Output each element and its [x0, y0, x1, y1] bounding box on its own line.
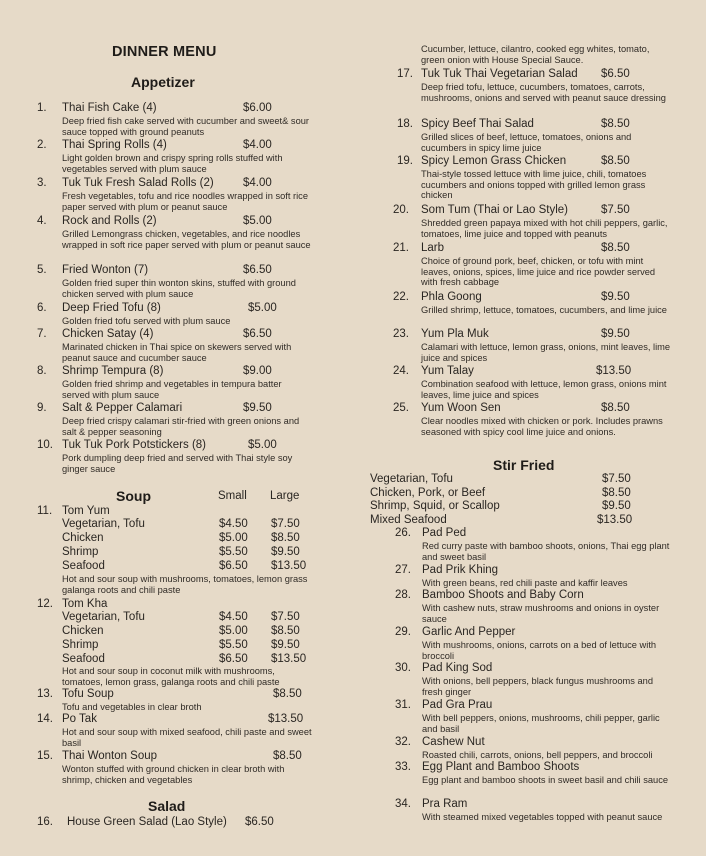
item-number: 27. — [395, 564, 411, 576]
small-price: $4.50 — [219, 611, 248, 623]
variant-name: Shrimp — [62, 639, 99, 651]
item-price: $9.50 — [601, 328, 630, 340]
item-name: Garlic And Pepper — [422, 626, 516, 638]
salad-heading: Salad — [148, 798, 186, 814]
item-number: 22. — [393, 291, 409, 303]
item-price: $9.00 — [243, 365, 272, 377]
item-price: $8.50 — [273, 688, 302, 700]
small-price: $5.50 — [219, 546, 248, 558]
item-name: Po Tak — [62, 713, 97, 725]
item-price: $8.50 — [601, 155, 630, 167]
item-number: 34. — [395, 798, 411, 810]
item-number: 32. — [395, 736, 411, 748]
item-price: $8.50 — [273, 750, 302, 762]
price-variant-row — [0, 546, 340, 560]
item-name: Rock and Rolls (2) — [62, 215, 157, 227]
item-name: Larb — [421, 242, 445, 254]
item-name: Pra Ram — [422, 798, 468, 810]
item-description: Hot and sour soup in coconut milk with mushrooms, tomatoes, lemon grass, galanga roots and chili paste — [62, 666, 280, 687]
item-name: Tuk Tuk Fresh Salad Rolls (2) — [62, 177, 214, 189]
item-number: 16. — [37, 816, 53, 828]
item-price: $8.50 — [601, 402, 630, 414]
item-name: Pad Gra Prau — [422, 699, 493, 711]
item-number: 26. — [395, 527, 411, 539]
small-price: $4.50 — [219, 518, 248, 530]
large-price: $13.50 — [271, 653, 307, 665]
item-name: Tuk Tuk Pork Potstickers (8) — [62, 439, 206, 451]
item-name: Bamboo Shoots and Baby Corn — [422, 589, 584, 601]
small-price: $6.50 — [219, 653, 248, 665]
menu-title: DINNER MENU — [112, 44, 217, 60]
item-description: Wonton stuffed with ground chicken in clear broth with shrimp, chicken and vegetables — [62, 764, 285, 785]
item-number: 14. — [37, 713, 53, 725]
item-price: $6.00 — [243, 102, 272, 114]
item-description: With mushrooms, onions, carrots on a bed of lettuce with broccoli — [422, 640, 657, 661]
option-name: Vegetarian, Tofu — [370, 473, 453, 485]
item-description: Clear noodles mixed with chicken or pork. Includes prawns seasoned with spicy cool lime juice and onions. — [421, 416, 663, 437]
item-number: 24. — [393, 365, 409, 377]
item-description: Grilled slices of beef, lettuce, tomatoes, onions and cucumbers in spicy lime juice — [421, 132, 632, 153]
item-description: Pork dumpling deep fried and served with Thai style soy ginger sauce — [62, 453, 293, 474]
item-price: $9.50 — [601, 291, 630, 303]
item-number: 10. — [37, 439, 53, 451]
option-name: Chicken, Pork, or Beef — [370, 487, 486, 499]
item-description: Egg plant and bamboo shoots in sweet basil and chili sauce — [422, 775, 669, 785]
large-price: $13.50 — [271, 560, 307, 572]
protein-option — [352, 473, 702, 487]
item-number: 33. — [395, 761, 411, 773]
price-variant-row — [0, 611, 340, 625]
item-name: Thai Spring Rolls (4) — [62, 139, 167, 151]
item-name: Spicy Beef Thai Salad — [421, 118, 534, 130]
item-number: 19. — [397, 155, 413, 167]
item-number: 29. — [395, 626, 411, 638]
large-price: $8.50 — [271, 532, 300, 544]
variant-name: Seafood — [62, 653, 105, 665]
item-description: Choice of ground pork, beef, chicken, or tofu with mint leaves, onions, spices, lime juice and rice powder served with fresh cabbage — [421, 256, 656, 288]
item-name: Tofu Soup — [62, 688, 114, 700]
large-price: $9.50 — [271, 546, 300, 558]
appetizer-heading: Appetizer — [131, 74, 195, 90]
item-description: Golden fried super thin wonton skins, stuffed with ground chicken served with plum sauce — [62, 278, 296, 299]
small-column-label: Small — [218, 490, 247, 502]
price-variant-row — [0, 560, 340, 574]
variant-name: Chicken — [62, 532, 104, 544]
option-price: $7.50 — [602, 473, 631, 485]
item-price: $5.00 — [248, 302, 277, 314]
item-number: 3. — [37, 177, 47, 189]
item-number: 30. — [395, 662, 411, 674]
item-number: 25. — [393, 402, 409, 414]
item-name: Pad Prik Khing — [422, 564, 499, 576]
item-price: $6.50 — [601, 68, 630, 80]
item-description: Grilled shrimp, lettuce, tomatoes, cucumbers, and lime juice — [421, 305, 667, 315]
item-price: $6.50 — [243, 264, 272, 276]
item-price: $7.50 — [601, 204, 630, 216]
item-name: Tom Yum — [62, 505, 110, 517]
price-variant-row — [0, 639, 340, 653]
variant-name: Seafood — [62, 560, 105, 572]
protein-option — [352, 500, 702, 514]
item-description: Red curry paste with bamboo shoots, onions, Thai egg plant and sweet basil — [422, 541, 670, 562]
item-description: Hot and sour soup with mushrooms, tomatoes, lemon grass galanga roots and chili paste — [62, 574, 308, 595]
item-description: Golden fried shrimp and vegetables in tempura batter served with plum sauce — [62, 379, 282, 400]
stir-fried-heading: Stir Fried — [493, 457, 555, 473]
item-description: With cashew nuts, straw mushrooms and onions in oyster sauce — [422, 603, 660, 624]
item-number: 11. — [37, 505, 53, 517]
item-number: 5. — [37, 264, 47, 276]
variant-name: Vegetarian, Tofu — [62, 518, 145, 530]
small-price: $5.50 — [219, 639, 248, 651]
item-description: Light golden brown and crispy spring rolls stuffed with vegetables served with plum sauce — [62, 153, 283, 174]
item-number: 23. — [393, 328, 409, 340]
item-number: 7. — [37, 328, 47, 340]
item-name: Pad King Sod — [422, 662, 493, 674]
item-name: Phla Goong — [421, 291, 482, 303]
large-price: $7.50 — [271, 611, 300, 623]
item-name: House Green Salad (Lao Style) — [67, 816, 227, 828]
item-description: Fresh vegetables, tofu and rice noodles wrapped in soft rice paper served with plum or peanut sauce — [62, 191, 308, 212]
item-number: 12. — [37, 598, 53, 610]
item-name: Yum Talay — [421, 365, 474, 377]
item-name: Thai Wonton Soup — [62, 750, 158, 762]
protein-option — [352, 514, 702, 528]
large-price: $9.50 — [271, 639, 300, 651]
variant-name: Shrimp — [62, 546, 99, 558]
large-price: $8.50 — [271, 625, 300, 637]
item-description: With green beans, red chili paste and kaffir leaves — [422, 578, 628, 588]
item-number: 2. — [37, 139, 47, 151]
small-price: $5.00 — [219, 532, 248, 544]
item-name: Tuk Tuk Thai Vegetarian Salad — [421, 68, 578, 80]
item-number: 17. — [397, 68, 413, 80]
item-description: Roasted chili, carrots, onions, bell peppers, and broccoli — [422, 750, 653, 760]
option-name: Shrimp, Squid, or Scallop — [370, 500, 500, 512]
item-number: 15. — [37, 750, 53, 762]
item-description: Golden fried tofu served with plum sauce — [62, 316, 231, 326]
item-name: Thai Fish Cake (4) — [62, 102, 157, 114]
soup-heading: Soup — [116, 488, 151, 504]
item-price: $6.50 — [243, 328, 272, 340]
item-number: 4. — [37, 215, 47, 227]
small-price: $5.00 — [219, 625, 248, 637]
item-number: 1. — [37, 102, 47, 114]
item-name: Yum Pla Muk — [421, 328, 489, 340]
item-name: Chicken Satay (4) — [62, 328, 154, 340]
item-number: 21. — [393, 242, 409, 254]
item-price: $8.50 — [601, 242, 630, 254]
item-price: $5.00 — [243, 215, 272, 227]
large-price: $7.50 — [271, 518, 300, 530]
item-description: Hot and sour soup with mixed seafood, chili paste and sweet basil — [62, 727, 312, 748]
item-name: Tom Kha — [62, 598, 108, 610]
item-number: 9. — [37, 402, 47, 414]
item-name: Pad Ped — [422, 527, 467, 539]
item-name: Yum Woon Sen — [421, 402, 501, 414]
item-number: 13. — [37, 688, 53, 700]
item-price: $6.50 — [245, 816, 274, 828]
option-price: $13.50 — [597, 514, 633, 526]
item-number: 31. — [395, 699, 411, 711]
item-description: Cucumber, lettuce, cilantro, cooked egg whites, tomato, green onion with House Special Sauce. — [421, 44, 650, 65]
item-name: Deep Fried Tofu (8) — [62, 302, 161, 314]
item-description: Deep fried tofu, lettuce, cucumbers, tomatoes, carrots, mushrooms, onions and served with peanut sauce dressing — [421, 82, 666, 103]
item-description: With steamed mixed vegetables topped with peanut sauce — [422, 812, 663, 822]
item-description: With onions, bell peppers, black fungus mushrooms and fresh ginger — [422, 676, 653, 697]
item-number: 20. — [393, 204, 409, 216]
item-description: Calamari with lettuce, lemon grass, onions, mint leaves, lime juice and spices — [421, 342, 671, 363]
small-price: $6.50 — [219, 560, 248, 572]
protein-option — [352, 487, 702, 501]
price-variant-row — [0, 653, 340, 667]
item-description: Marinated chicken in Thai spice on skewers served with peanut sauce and cucumber sauce — [62, 342, 292, 363]
item-name: Salt & Pepper Calamari — [62, 402, 183, 414]
item-name: Som Tum (Thai or Lao Style) — [421, 204, 568, 216]
item-number: 18. — [397, 118, 413, 130]
item-name: Shrimp Tempura (8) — [62, 365, 164, 377]
item-description: Grilled Lemongrass chicken, vegetables, and rice noodles wrapped in soft rice paper served with plum or peanut sauce — [62, 229, 311, 250]
item-price: $4.00 — [243, 139, 272, 151]
item-name: Spicy Lemon Grass Chicken — [421, 155, 567, 167]
variant-name: Vegetarian, Tofu — [62, 611, 145, 623]
item-description: Thai-style tossed lettuce with lime juice, chili, tomatoes cucumbers and onions topped with grilled lemon grass chicken — [421, 169, 647, 201]
item-price: $13.50 — [268, 713, 304, 725]
item-description: Combination seafood with lettuce, lemon grass, onions mint leaves, lime juice and spices — [421, 379, 667, 400]
price-variant-row — [0, 625, 340, 639]
item-description: Shredded green papaya mixed with hot chili peppers, garlic, tomatoes, lime juice and topped with peanuts — [421, 218, 668, 239]
item-name: Cashew Nut — [422, 736, 485, 748]
item-price: $8.50 — [601, 118, 630, 130]
variant-name: Chicken — [62, 625, 104, 637]
item-price: $13.50 — [596, 365, 632, 377]
item-description: With bell peppers, onions, mushrooms, chili pepper, garlic and basil — [422, 713, 660, 734]
item-price: $5.00 — [248, 439, 277, 451]
item-description: Tofu and vegetables in clear broth — [62, 702, 202, 712]
item-price: $9.50 — [243, 402, 272, 414]
item-number: 28. — [395, 589, 411, 601]
option-name: Mixed Seafood — [370, 514, 447, 526]
price-variant-row — [0, 518, 340, 532]
item-number: 6. — [37, 302, 47, 314]
item-name: Fried Wonton (7) — [62, 264, 149, 276]
large-column-label: Large — [270, 490, 300, 502]
item-description: Deep fried crispy calamari stir-fried with green onions and salt & pepper seasoning — [62, 416, 300, 437]
item-name: Egg Plant and Bamboo Shoots — [422, 761, 580, 773]
item-number: 8. — [37, 365, 47, 377]
item-price: $4.00 — [243, 177, 272, 189]
option-price: $9.50 — [602, 500, 631, 512]
item-description: Deep fried fish cake served with cucumber and sweet& sour sauce topped with ground peanuts — [62, 116, 310, 137]
option-price: $8.50 — [602, 487, 631, 499]
price-variant-row — [0, 532, 340, 546]
